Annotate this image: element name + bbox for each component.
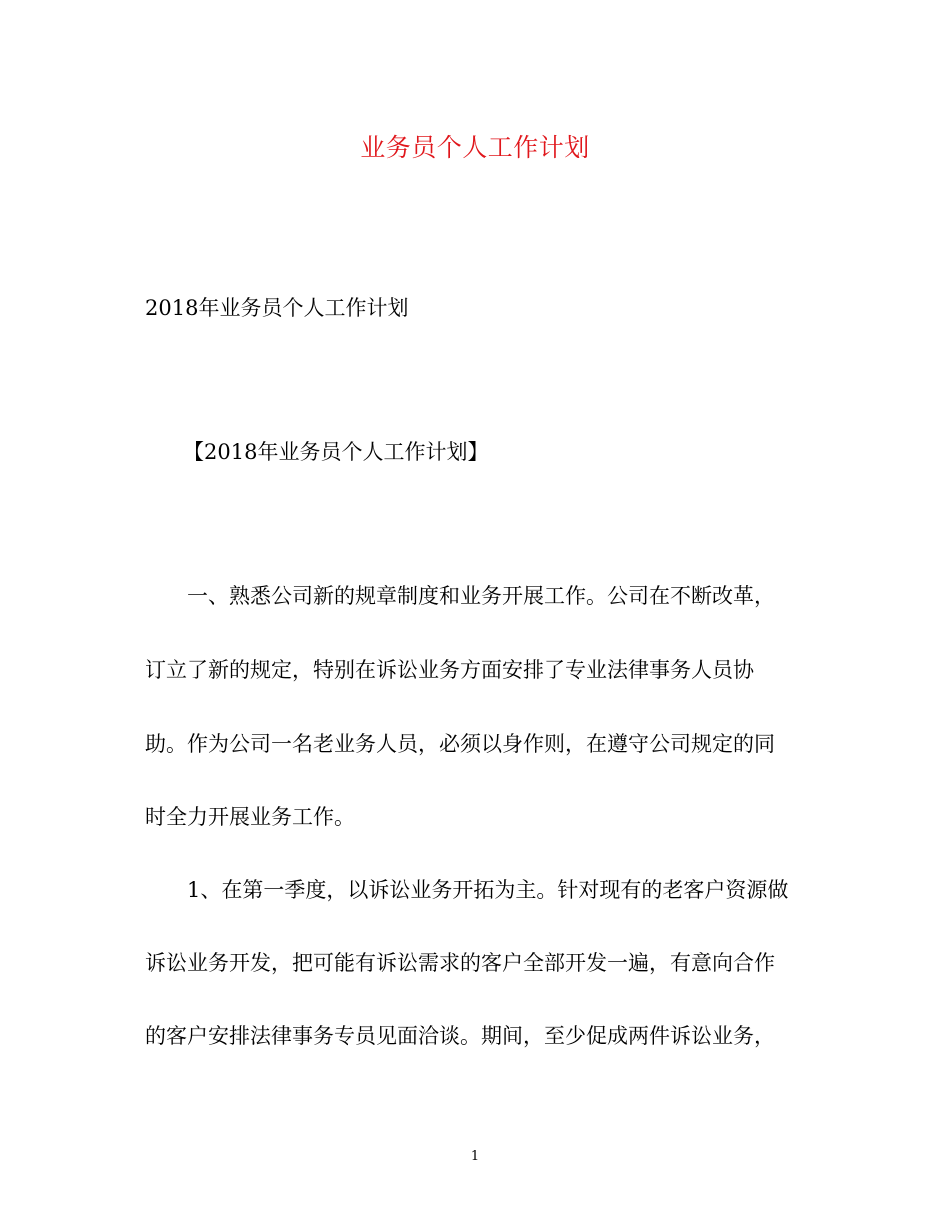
paragraph-line: 时全力开展业务工作。 bbox=[145, 805, 355, 829]
page-number: 1 bbox=[470, 1149, 480, 1164]
subtitle: 2018年业务员个人工作计划 bbox=[145, 296, 409, 320]
paragraph-line: 订立了新的规定，特别在诉讼业务方面安排了专业法律事务人员协 bbox=[145, 658, 754, 682]
document-title: 业务员个人工作计划 bbox=[360, 133, 590, 162]
paragraph-line: 一、熟悉公司新的规章制度和业务开展工作。公司在不断改革， bbox=[187, 584, 775, 608]
paragraph-line: 的客户安排法律事务专员见面洽谈。期间，至少促成两件诉讼业务， bbox=[145, 1024, 775, 1048]
bracket-heading: 【2018年业务员个人工作计划】 bbox=[183, 440, 489, 464]
paragraph-line: 1、在第一季度，以诉讼业务开拓为主。针对现有的老客户资源做 bbox=[187, 878, 789, 902]
paragraph-line: 诉讼业务开发，把可能有诉讼需求的客户全部开发一遍，有意向合作 bbox=[145, 951, 775, 975]
paragraph-line: 助。作为公司一名老业务人员，必须以身作则，在遵守公司规定的同 bbox=[145, 732, 775, 756]
